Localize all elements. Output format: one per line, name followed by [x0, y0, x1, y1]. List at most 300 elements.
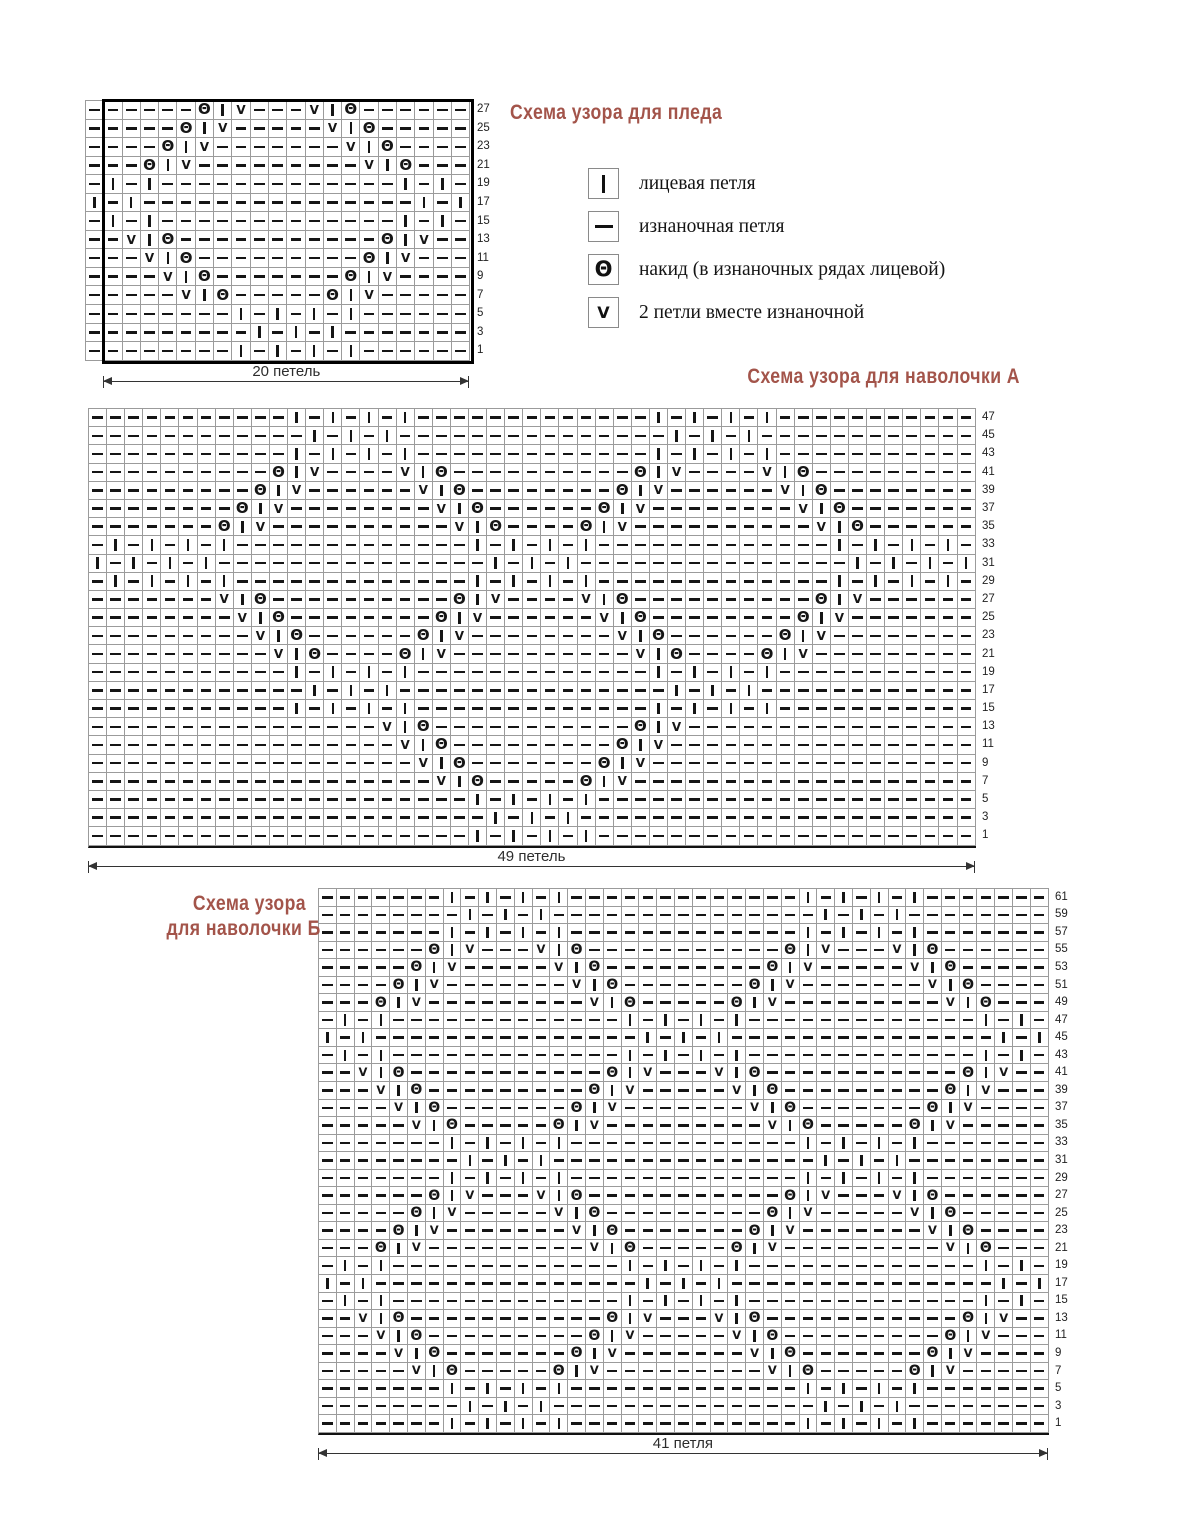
purl-stitch-icon — [437, 109, 448, 112]
purl-stitch-icon — [643, 949, 653, 952]
chart-cell — [704, 427, 722, 445]
purl-stitch-icon — [906, 671, 917, 674]
purl-stitch-icon — [382, 816, 393, 819]
chart-cell — [161, 627, 179, 645]
purl-stitch-icon — [490, 780, 501, 783]
chart-cell — [622, 942, 640, 960]
chart-cell — [444, 1047, 462, 1065]
chart-cell — [831, 409, 849, 427]
purl-stitch-icon — [925, 762, 936, 765]
purl-stitch-icon — [322, 914, 332, 917]
chart-cell — [1031, 1293, 1049, 1311]
purl-stitch-icon — [508, 689, 519, 692]
chart-cell — [764, 1117, 782, 1135]
chart-cell — [995, 1293, 1013, 1311]
purl-stitch-icon — [660, 1229, 670, 1232]
chart-cell — [541, 555, 559, 573]
chart-cell — [198, 482, 216, 500]
chart-cell — [686, 409, 704, 427]
purl-stitch-icon — [581, 616, 592, 619]
chart-cell — [559, 536, 577, 554]
knit-stitch-icon — [476, 575, 479, 587]
purl-stitch-icon — [625, 931, 635, 934]
chart-cell — [939, 773, 957, 791]
knit-stitch-icon — [486, 1172, 489, 1183]
purl-stitch-icon — [571, 931, 581, 934]
chart-cell — [596, 464, 614, 482]
purl-stitch-icon — [418, 598, 429, 601]
purl-stitch-icon — [327, 816, 338, 819]
purl-stitch-icon — [856, 1300, 866, 1303]
chart-cell — [469, 518, 487, 536]
chart-cell — [397, 555, 415, 573]
purl-stitch-icon — [322, 1159, 332, 1162]
purl-stitch-icon — [400, 598, 411, 601]
purl-2-together-icon: V — [181, 288, 191, 303]
yarn-over-icon: Θ — [833, 499, 846, 518]
purl-stitch-icon — [358, 1054, 368, 1057]
purl-stitch-icon — [856, 1282, 866, 1285]
chart-cell — [764, 1100, 782, 1118]
chart-cell — [800, 924, 818, 942]
chart-cell — [586, 1240, 604, 1258]
purl-stitch-icon — [589, 1194, 599, 1197]
purl-stitch-icon — [447, 1001, 457, 1004]
purl-stitch-icon — [927, 1177, 937, 1180]
purl-stitch-icon — [128, 616, 139, 619]
purl-stitch-icon — [454, 689, 465, 692]
chart-cell — [479, 1029, 497, 1047]
chart-cell — [977, 994, 995, 1012]
chart-cell — [632, 736, 650, 754]
chart-cell — [451, 773, 469, 791]
purl-2-together-icon: V — [454, 628, 465, 643]
purl-stitch-icon — [255, 580, 266, 583]
chart-cell — [342, 718, 360, 736]
yarn-over-icon: Θ — [597, 753, 611, 772]
chart-cell — [487, 445, 505, 463]
chart-cell — [397, 464, 415, 482]
purl-stitch-icon — [183, 598, 194, 601]
purl-stitch-icon — [536, 984, 546, 987]
chart-cell — [372, 942, 390, 960]
chart-cell — [578, 555, 596, 573]
purl-stitch-icon — [419, 275, 430, 278]
chart-cell — [379, 101, 397, 120]
chart-cell — [675, 1012, 693, 1030]
chart-cell — [693, 1205, 711, 1223]
chart-cell — [234, 464, 252, 482]
purl-stitch-icon — [643, 1229, 653, 1232]
chart-cell — [704, 464, 722, 482]
chart-cell — [372, 1029, 390, 1047]
chart-cell — [159, 324, 177, 343]
chart-cell — [541, 627, 559, 645]
knit-stitch-icon — [735, 1260, 738, 1271]
knit-stitch-icon — [223, 539, 226, 551]
chart-cell — [559, 700, 577, 718]
chart-cell — [337, 1135, 355, 1153]
purl-stitch-icon — [545, 453, 556, 456]
purl-stitch-icon — [798, 453, 809, 456]
knit-stitch-icon — [512, 794, 515, 806]
purl-stitch-icon — [322, 1177, 332, 1180]
chart-cell — [252, 755, 270, 773]
knit-stitch-icon — [476, 794, 479, 806]
purl-stitch-icon — [834, 453, 845, 456]
purl-stitch-icon — [199, 201, 210, 204]
purl-stitch-icon — [852, 416, 863, 419]
chart-cell — [533, 1257, 551, 1275]
chart-cell — [397, 736, 415, 754]
chart-cell — [871, 1205, 889, 1223]
chart-cell — [693, 1047, 711, 1065]
chart-cell — [337, 1170, 355, 1188]
purl-stitch-icon — [707, 798, 718, 801]
purl-stitch-icon — [376, 896, 386, 899]
chart-cell — [960, 1100, 978, 1118]
purl-stitch-icon — [689, 835, 700, 838]
purl-stitch-icon — [183, 726, 194, 729]
knit-stitch-icon — [458, 612, 461, 624]
chart-cell — [746, 1205, 764, 1223]
purl-stitch-icon — [309, 294, 320, 297]
knit-stitch-icon — [807, 1190, 810, 1201]
purl-stitch-icon — [165, 726, 176, 729]
chart-cell — [143, 645, 161, 663]
purl-2-together-icon: V — [625, 1082, 635, 1097]
chart-cell — [196, 138, 214, 157]
purl-stitch-icon — [340, 1159, 350, 1162]
chart-cell — [1013, 1275, 1031, 1293]
chart-cell — [287, 212, 305, 231]
purl-stitch-icon — [906, 435, 917, 438]
purl-stitch-icon — [816, 689, 827, 692]
chart-cell — [622, 1082, 640, 1100]
chart-cell — [125, 464, 143, 482]
purl-stitch-icon — [589, 896, 599, 899]
purl-stitch-icon — [126, 331, 137, 334]
knit-stitch-icon — [350, 122, 353, 134]
chart-cell — [497, 1222, 515, 1240]
purl-stitch-icon — [821, 1089, 831, 1092]
purl-stitch-icon — [581, 689, 592, 692]
purl-stitch-icon — [635, 835, 646, 838]
purl-stitch-icon — [780, 453, 791, 456]
purl-stitch-icon — [838, 1054, 848, 1057]
chart-cell — [469, 700, 487, 718]
purl-stitch-icon — [780, 525, 791, 528]
knit-stitch-icon — [415, 1102, 418, 1113]
yarn-over-icon: Θ — [760, 644, 774, 663]
purl-stitch-icon — [527, 707, 538, 710]
chart-cell — [728, 1029, 746, 1047]
chart-cell — [355, 1187, 373, 1205]
chart-cell — [306, 682, 324, 700]
chart-cell — [469, 736, 487, 754]
purl-stitch-icon — [581, 671, 592, 674]
chart-cell — [960, 1047, 978, 1065]
purl-stitch-icon — [382, 835, 393, 838]
purl-stitch-icon — [925, 616, 936, 619]
purl-stitch-icon — [237, 635, 248, 638]
chart-cell — [586, 1012, 604, 1030]
chart-cell — [324, 609, 342, 627]
purl-stitch-icon — [963, 896, 973, 899]
chart-cell — [461, 959, 479, 977]
knit-stitch-icon — [223, 575, 226, 587]
chart-cell — [693, 942, 711, 960]
knit-stitch-icon — [657, 721, 660, 733]
purl-stitch-icon — [874, 1071, 884, 1074]
chart-cell — [216, 664, 234, 682]
purl-stitch-icon — [785, 1300, 795, 1303]
purl-stitch-icon — [678, 1142, 688, 1145]
purl-stitch-icon — [183, 525, 194, 528]
chart-cell — [650, 809, 668, 827]
knit-stitch-icon — [621, 503, 624, 515]
chart-cell — [141, 194, 159, 213]
purl-stitch-icon — [482, 966, 492, 969]
chart-cell — [107, 700, 125, 718]
chart-cell — [319, 1152, 337, 1170]
chart-cell — [324, 157, 342, 176]
chart-cell — [586, 942, 604, 960]
purl-stitch-icon — [472, 726, 483, 729]
chart-cell — [568, 889, 586, 907]
chart-cell — [668, 445, 686, 463]
knit-stitch-icon — [766, 412, 769, 424]
chart-cell — [668, 518, 686, 536]
chart-cell — [960, 959, 978, 977]
chart-cell — [487, 718, 505, 736]
chart-cell — [958, 518, 976, 536]
chart-cell — [977, 1222, 995, 1240]
chart-cell — [939, 645, 957, 663]
chart-cell — [958, 427, 976, 445]
chart-cell — [337, 1293, 355, 1311]
chart-cell — [960, 1170, 978, 1188]
purl-stitch-icon — [599, 489, 610, 492]
arrow-line — [103, 381, 469, 382]
purl-stitch-icon — [500, 1265, 510, 1268]
knit-stitch-icon — [585, 794, 588, 806]
purl-stitch-icon — [945, 1036, 955, 1039]
chart-cell — [107, 682, 125, 700]
purl-stitch-icon — [382, 220, 393, 223]
purl-stitch-icon — [767, 1194, 777, 1197]
purl-stitch-icon — [508, 671, 519, 674]
purl-stitch-icon — [201, 616, 212, 619]
chart-cell — [451, 536, 469, 554]
chart-cell — [758, 791, 776, 809]
chart-cell — [143, 536, 161, 554]
purl-stitch-icon — [254, 164, 265, 167]
chart-cell — [372, 1257, 390, 1275]
yarn-over-icon: Θ — [362, 248, 376, 267]
chart-cell — [740, 500, 758, 518]
knit-stitch-icon — [558, 1190, 561, 1201]
purl-stitch-icon — [678, 931, 688, 934]
chart-cell — [777, 482, 795, 500]
chart-cell — [372, 907, 390, 925]
purl-stitch-icon — [400, 146, 411, 149]
chart-cell — [360, 445, 378, 463]
chart-cell — [179, 736, 197, 754]
purl-stitch-icon — [273, 816, 284, 819]
chart-cell — [1013, 1029, 1031, 1047]
chart-cell — [568, 977, 586, 995]
chart-cell — [324, 645, 342, 663]
chart-cell — [777, 464, 795, 482]
chart-cell — [686, 464, 704, 482]
chart-cell — [433, 718, 451, 736]
chart-cell — [849, 755, 867, 773]
chart-cell — [958, 555, 976, 573]
chart-cell — [487, 827, 505, 845]
purl-stitch-icon — [732, 1107, 742, 1110]
chart-cell — [559, 627, 577, 645]
chart-cell — [903, 445, 921, 463]
purl-stitch-icon — [165, 635, 176, 638]
purl-stitch-icon — [821, 1036, 831, 1039]
knit-stitch-icon — [896, 909, 899, 920]
chart-cell — [728, 1152, 746, 1170]
chart-cell — [921, 682, 939, 700]
chart-cell — [813, 464, 831, 482]
chart-cell — [853, 977, 871, 995]
chart-cell — [906, 1170, 924, 1188]
purl-stitch-icon — [382, 598, 393, 601]
purl-stitch-icon — [437, 275, 448, 278]
chart-cell — [179, 627, 197, 645]
purl-stitch-icon — [201, 635, 212, 638]
chart-cell — [461, 1082, 479, 1100]
knit-stitch-icon — [967, 997, 970, 1008]
purl-stitch-icon — [536, 1054, 546, 1057]
chart-cell — [711, 1152, 729, 1170]
chart-cell — [871, 1100, 889, 1118]
purl-stitch-icon — [856, 1019, 866, 1022]
purl-stitch-icon — [454, 453, 465, 456]
purl-stitch-icon — [599, 707, 610, 710]
purl-stitch-icon — [236, 164, 247, 167]
chart-cell — [795, 409, 813, 427]
chart-cell — [319, 1012, 337, 1030]
purl-stitch-icon — [465, 1036, 475, 1039]
purl-2-together-icon: V — [999, 1064, 1009, 1079]
chart-cell — [342, 555, 360, 573]
purl-stitch-icon — [981, 1282, 991, 1285]
purl-stitch-icon — [364, 689, 375, 692]
purl-stitch-icon — [358, 931, 368, 934]
knit-stitch-icon — [700, 1050, 703, 1061]
chart-cell — [161, 809, 179, 827]
chart-cell — [505, 409, 523, 427]
purl-stitch-icon — [447, 1282, 457, 1285]
chart-cell — [444, 959, 462, 977]
knit-stitch-icon — [423, 197, 426, 209]
purl-stitch-icon — [92, 689, 103, 692]
chart-cell — [415, 718, 433, 736]
chart-cell — [541, 809, 559, 827]
chart-cell — [977, 1117, 995, 1135]
purl-stitch-icon — [340, 1107, 350, 1110]
chart-cell — [1031, 1064, 1049, 1082]
chart-cell — [452, 194, 470, 213]
purl-stitch-icon — [671, 780, 682, 783]
purl-stitch-icon — [346, 598, 357, 601]
purl-stitch-icon — [696, 1001, 706, 1004]
purl-stitch-icon — [563, 580, 574, 583]
purl-2-together-icon: V — [750, 1100, 759, 1115]
purl-stitch-icon — [345, 164, 356, 167]
purl-stitch-icon — [126, 127, 137, 130]
purl-2-together-icon: V — [364, 158, 374, 173]
chart-cell — [143, 573, 161, 591]
chart-cell — [451, 645, 469, 663]
chart-cell — [906, 1240, 924, 1258]
purl-stitch-icon — [998, 1247, 1008, 1250]
purl-2-together-icon: V — [714, 1064, 724, 1079]
chart-cell — [451, 409, 469, 427]
purl-stitch-icon — [309, 525, 320, 528]
purl-stitch-icon — [472, 671, 483, 674]
chart-cell — [559, 645, 577, 663]
purl-stitch-icon — [429, 914, 439, 917]
chart-cell — [444, 1012, 462, 1030]
purl-stitch-icon — [322, 1317, 332, 1320]
chart-cell — [415, 249, 433, 268]
purl-2-together-icon: V — [219, 592, 229, 607]
chart-cell — [939, 427, 957, 445]
purl-stitch-icon — [998, 1054, 1008, 1057]
purl-stitch-icon — [1016, 1142, 1026, 1145]
purl-stitch-icon — [870, 471, 881, 474]
chart-cell — [777, 682, 795, 700]
chart-cell — [942, 1170, 960, 1188]
yarn-over-icon: Θ — [623, 994, 636, 1011]
purl-stitch-icon — [340, 1229, 350, 1232]
knit-stitch-icon — [838, 539, 841, 551]
chart-cell — [586, 1293, 604, 1311]
chart-cell — [390, 1082, 408, 1100]
knit-stitch-icon — [386, 430, 389, 442]
purl-stitch-icon — [707, 416, 718, 419]
purl-stitch-icon — [128, 689, 139, 692]
chart-cell — [586, 1135, 604, 1153]
chart-cell — [234, 427, 252, 445]
purl-stitch-icon — [653, 598, 664, 601]
chart-cell — [578, 718, 596, 736]
chart-cell — [461, 977, 479, 995]
knit-stitch-icon — [913, 1172, 916, 1183]
chart-cell — [372, 1012, 390, 1030]
chart-cell — [995, 1029, 1013, 1047]
chart-cell — [390, 1135, 408, 1153]
purl-stitch-icon — [358, 896, 368, 899]
purl-stitch-icon — [92, 671, 103, 674]
purl-stitch-icon — [762, 635, 773, 638]
chart-cell — [889, 1257, 907, 1275]
purl-stitch-icon — [749, 931, 759, 934]
purl-stitch-icon — [607, 914, 617, 917]
purl-stitch-icon — [888, 616, 899, 619]
chart-cell — [269, 268, 287, 287]
knit-stitch-icon — [1002, 1032, 1005, 1043]
chart-cell — [921, 409, 939, 427]
chart-cell — [360, 157, 378, 176]
